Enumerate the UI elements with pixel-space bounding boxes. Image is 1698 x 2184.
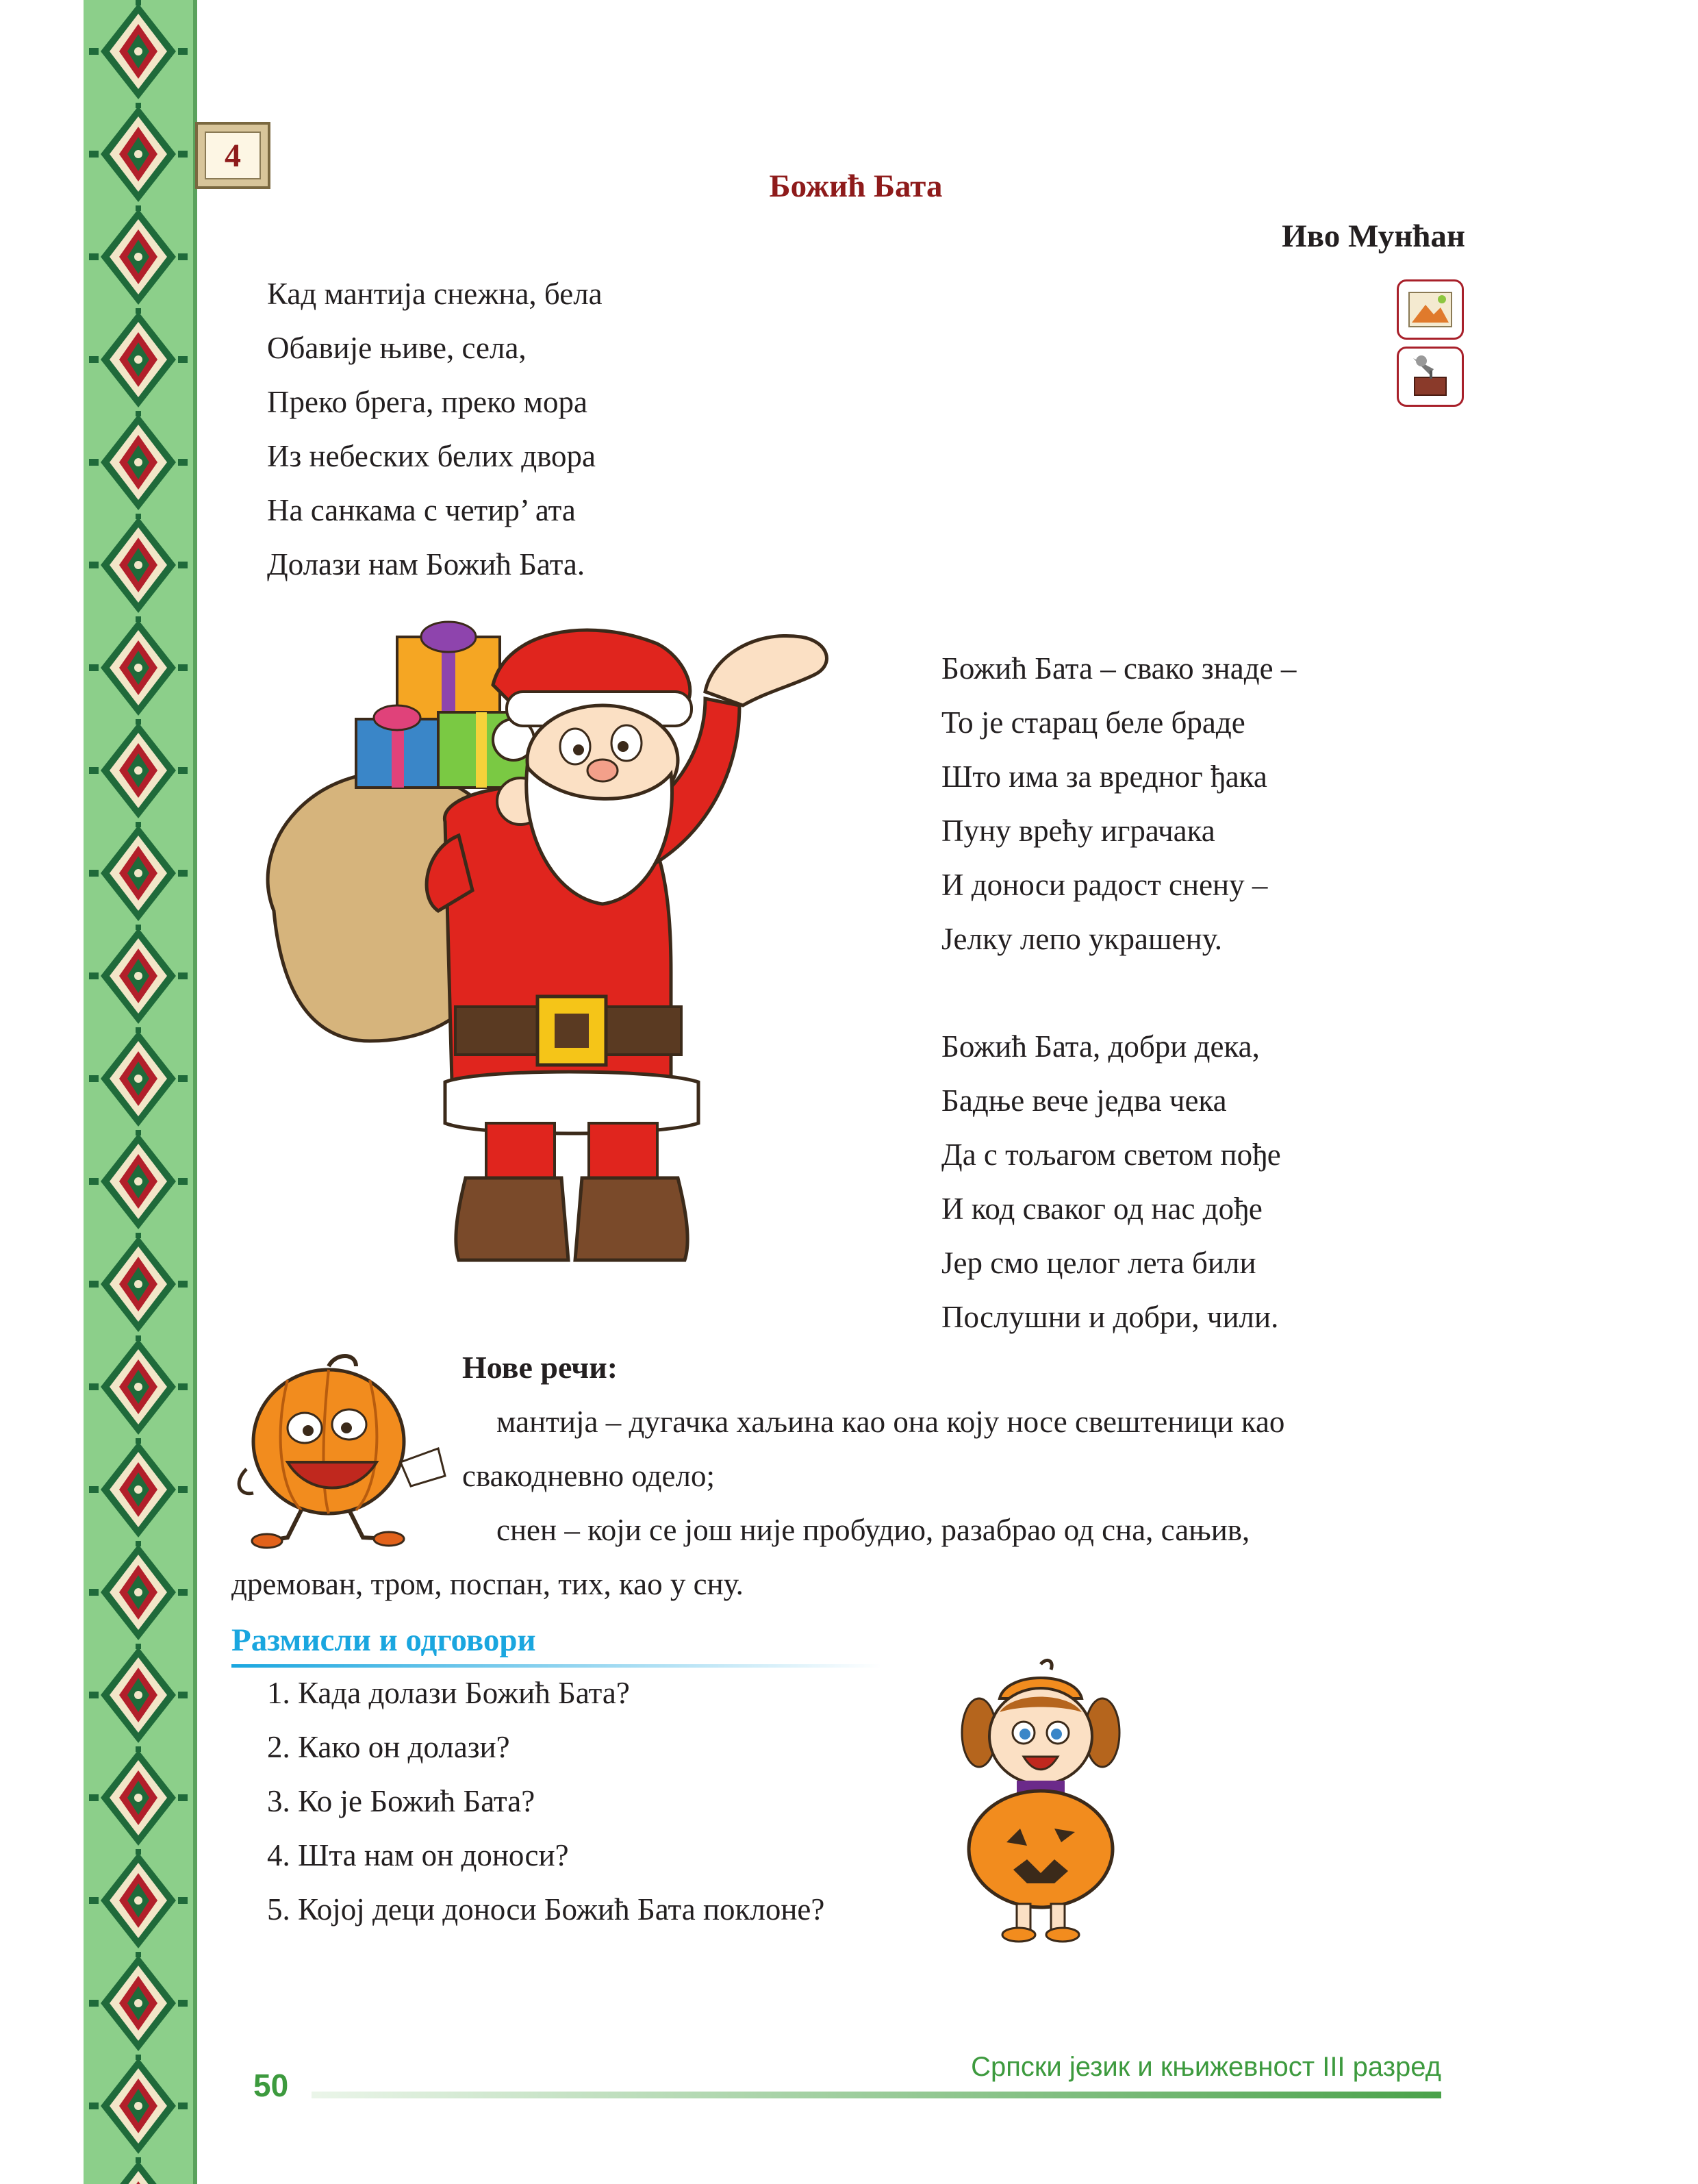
- poem-line: На санкама с четир’ ата: [267, 493, 576, 527]
- poem-line: Обавије њиве, села,: [267, 331, 527, 365]
- picture-icon[interactable]: [1397, 279, 1464, 340]
- lesson-number: 4: [205, 131, 261, 179]
- new-word-definition: дремован, тром, поспан, тих, као у сну.: [231, 1567, 744, 1601]
- poem-line: Божић Бата – свако знаде –: [941, 651, 1297, 686]
- poem-line: Кад мантија снежна, бела: [267, 277, 603, 311]
- poem-line: Што има за вредног ђака: [941, 760, 1267, 794]
- santa-claus-illustration: [233, 603, 904, 1294]
- poem-line: Долази нам Божић Бата.: [267, 547, 585, 581]
- girl-pumpkin-costume-illustration: [959, 1657, 1123, 1945]
- poem-line: Јер смо целог лета били: [941, 1246, 1256, 1280]
- poem-line: Пуну врећу играчака: [941, 814, 1215, 848]
- poem-line: То је старац беле браде: [941, 705, 1245, 740]
- question-item: 3. Ко је Божић Бата?: [267, 1784, 535, 1818]
- heading-underline: [231, 1664, 882, 1668]
- poem-line: Да с тољагом светом пође: [941, 1138, 1281, 1172]
- poem-line: И доноси радост снену –: [941, 868, 1268, 902]
- question-item: 1. Када долази Божић Бата?: [267, 1676, 630, 1710]
- question-item: 5. Којој деци доноси Божић Бата поклоне?: [267, 1892, 825, 1926]
- new-words-heading: Нове речи:: [462, 1350, 618, 1385]
- pumpkin-mascot-illustration: [226, 1353, 452, 1551]
- folk-ornament-border: [84, 0, 197, 2184]
- poem-line: И код сваког од нас дође: [941, 1192, 1263, 1226]
- poem-author: Иво Мунћан: [1282, 218, 1465, 254]
- question-item: 4. Шта нам он доноси?: [267, 1838, 569, 1872]
- poem-line: Из небеских белих двора: [267, 439, 596, 473]
- book-title-footer: Српски језик и књижевност III разред: [971, 2052, 1441, 2082]
- new-word-definition: снен – који се још није пробудио, разабрао од сна, сањив,: [496, 1513, 1250, 1547]
- poem-line: Послушни и добри, чили.: [941, 1300, 1279, 1334]
- lesson-number-badge: [195, 122, 270, 189]
- poem-line: Бадње вече једва чека: [941, 1083, 1227, 1118]
- poem-line: Преко брега, преко мора: [267, 385, 587, 419]
- page-number: 50: [253, 2068, 289, 2103]
- new-word-definition: свакодневно одело;: [462, 1459, 715, 1493]
- poem-line: Јелку лепо украшену.: [941, 922, 1222, 956]
- poem-title: Божић Бата: [769, 168, 943, 204]
- think-and-answer-heading: Размисли и одговори: [231, 1622, 536, 1658]
- footer-divider: [312, 2092, 1441, 2098]
- question-item: 2. Како он долази?: [267, 1730, 510, 1764]
- new-word-definition: мантија – дугачка хаљина као она коју носе свештеници као: [496, 1405, 1285, 1439]
- gramophone-icon[interactable]: [1397, 347, 1464, 407]
- poem-line: Божић Бата, добри дека,: [941, 1029, 1260, 1064]
